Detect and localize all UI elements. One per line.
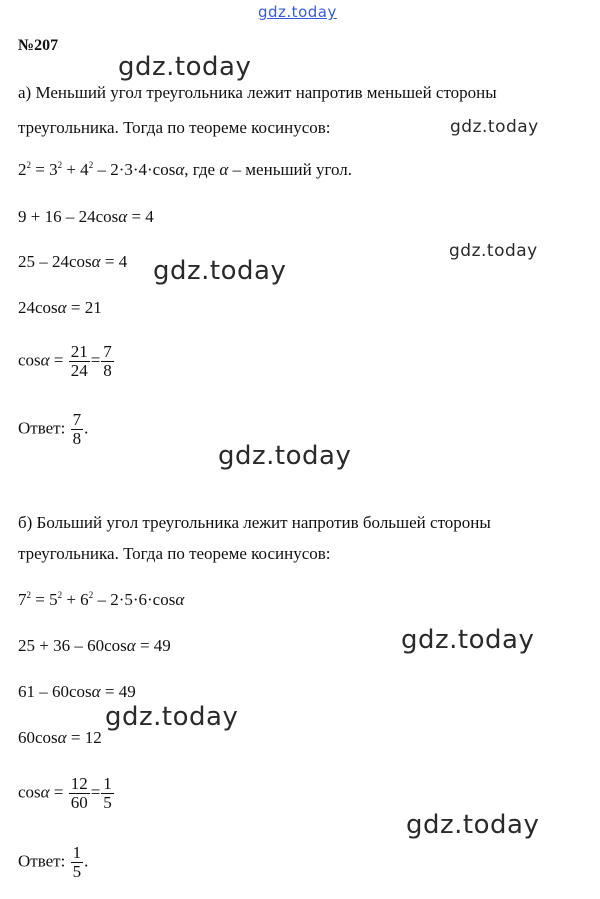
- part-b-line-2: треугольника. Тогда по теореме косинусов:: [18, 544, 331, 563]
- part-b-answer: Ответ: $\frac{1}{5}$ .: [18, 843, 89, 881]
- answer-fraction: $\frac{7}{8}$: [72, 410, 82, 448]
- part-a-equation-5: cosα = $\frac{21}{24}$ = $\frac{7}{8}$: [18, 342, 112, 380]
- part-b-equation-4: 60cosα = 12: [18, 728, 102, 747]
- watermark-top: gdz.today: [258, 3, 337, 21]
- fraction: $\frac{21}{24}$: [70, 342, 88, 380]
- part-b-line-1: б) Больший угол треугольника лежит напротив большей стороны: [18, 513, 491, 532]
- watermark: gdz.today: [118, 52, 252, 82]
- fraction: $\frac{1}{5}$: [103, 774, 112, 812]
- part-a-line-1: а) Меньший угол треугольника лежит напротив меньшей стороны: [18, 83, 497, 102]
- part-b-equation-3: 61 – 60cosα = 49: [18, 682, 136, 701]
- part-a-line-2: треугольника. Тогда по теореме косинусов:: [18, 118, 331, 137]
- part-a-equation-1: $2^2 = 3^2 + 4^2 - 2\cdot 3\cdot 4\cdot\cos\alpha$, где α – меньший угол.: [18, 160, 353, 179]
- part-a-equation-2: 9 + 16 – 24cosα = 4: [18, 207, 154, 226]
- watermark: gdz.today: [450, 117, 539, 137]
- answer-fraction: $\frac{1}{5}$: [72, 843, 82, 881]
- fraction: $\frac{12}{60}$: [70, 774, 88, 812]
- problem-number: №207: [18, 37, 59, 54]
- part-a-answer: Ответ: $\frac{7}{8}$ .: [18, 410, 89, 448]
- part-b-equation-5: cosα = $\frac{12}{60}$ = $\frac{1}{5}$: [18, 774, 112, 812]
- part-a-equation-3: 25 – 24cosα = 4: [18, 252, 128, 271]
- watermark: gdz.today: [449, 241, 538, 261]
- watermark: gdz.today: [105, 702, 239, 732]
- watermark: gdz.today: [153, 256, 287, 286]
- watermark: gdz.today: [401, 625, 535, 655]
- watermark: gdz.today: [406, 810, 540, 840]
- part-b-equation-1: $7^2 = 5^2 + 6^2 - 2\cdot 5\cdot 6\cdot\cos\alpha$: [18, 590, 185, 609]
- part-a-equation-4: 24cosα = 21: [18, 298, 102, 317]
- watermark: gdz.today: [218, 441, 352, 471]
- part-b-equation-2: 25 + 36 – 60cosα = 49: [18, 636, 171, 655]
- fraction: $\frac{7}{8}$: [103, 342, 112, 380]
